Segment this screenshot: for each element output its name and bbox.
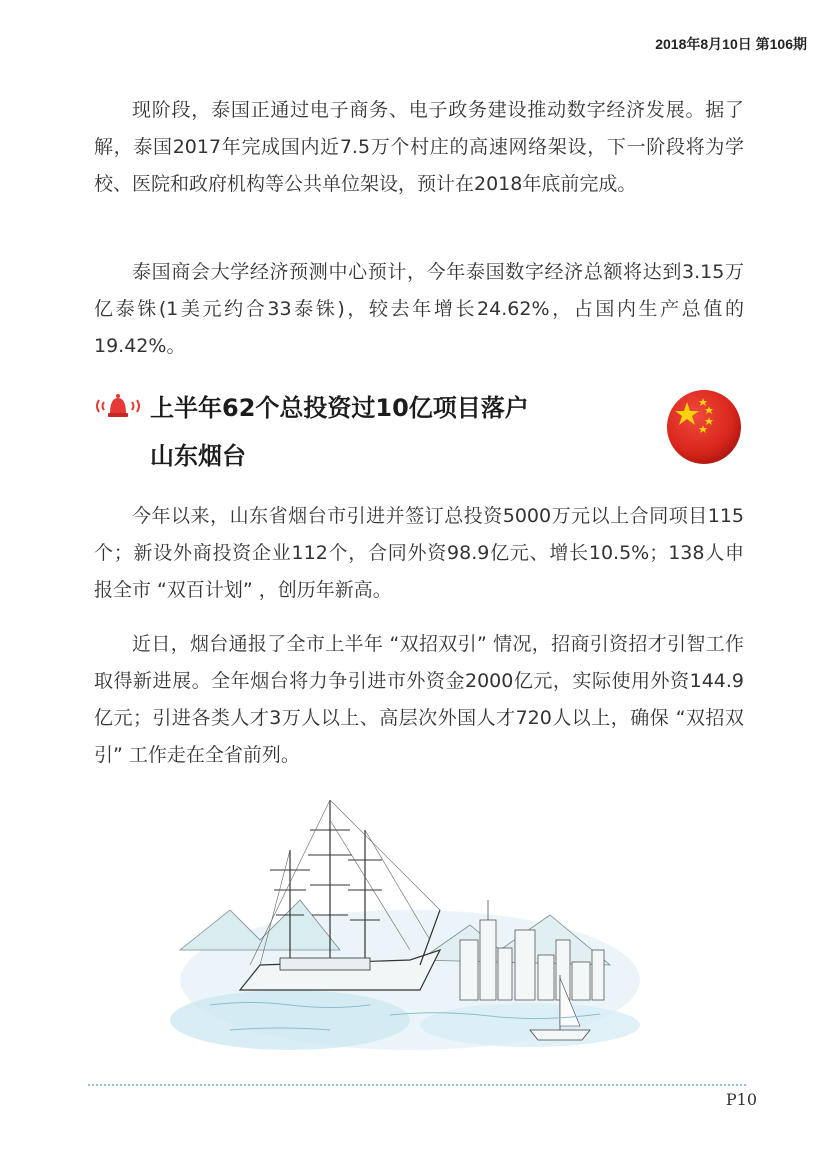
footer-divider — [88, 1084, 746, 1086]
harbor-illustration — [170, 790, 650, 1070]
page-number: P10 — [725, 1090, 757, 1109]
paragraph-thailand-forecast: 泰国商会大学经济预测中心预计，今年泰国数字经济总额将达到3.15万亿泰铢(1美元约合33泰铢)，较去年增长24.62%，占国内生产总值的19.42%。 — [94, 261, 744, 357]
alarm-bell-icon — [93, 392, 143, 420]
issue-date: 2018年8月10日 第106期 — [655, 36, 807, 52]
paragraph-thailand-digital: 现阶段，泰国正通过电子商务、电子政务建设推动数字经济发展。据了解，泰国2017年完成国内近7.5万个村庄的高速网络架设，下一阶段将为学校、医院和政府机构等公共单位架设，预计在2018年底前完成。 — [94, 99, 744, 195]
paragraph-yantai-talent: 近日，烟台通报了全市上半年 “双招双引” 情况，招商引资招才引智工作取得新进展。全年烟台将力争引进市外资金2000亿元，实际使用外资144.9亿元；引进各类人才3万人以上、高层次外国人才720人以上，确保 “双招双引” 工作走在全省前列。 — [94, 633, 744, 766]
section-subtitle: 山东烟台 — [150, 442, 246, 470]
section-title: 上半年62个总投资过10亿项目落户 — [150, 394, 529, 422]
china-flag-icon — [665, 388, 743, 466]
paragraph-yantai-investment: 今年以来，山东省烟台市引进并签订总投资5000万元以上合同项目115个；新设外商投资企业112个，合同外资98.9亿元、增长10.5%；138人申报全市 “双百计划” ，创历年新高。 — [94, 505, 744, 601]
